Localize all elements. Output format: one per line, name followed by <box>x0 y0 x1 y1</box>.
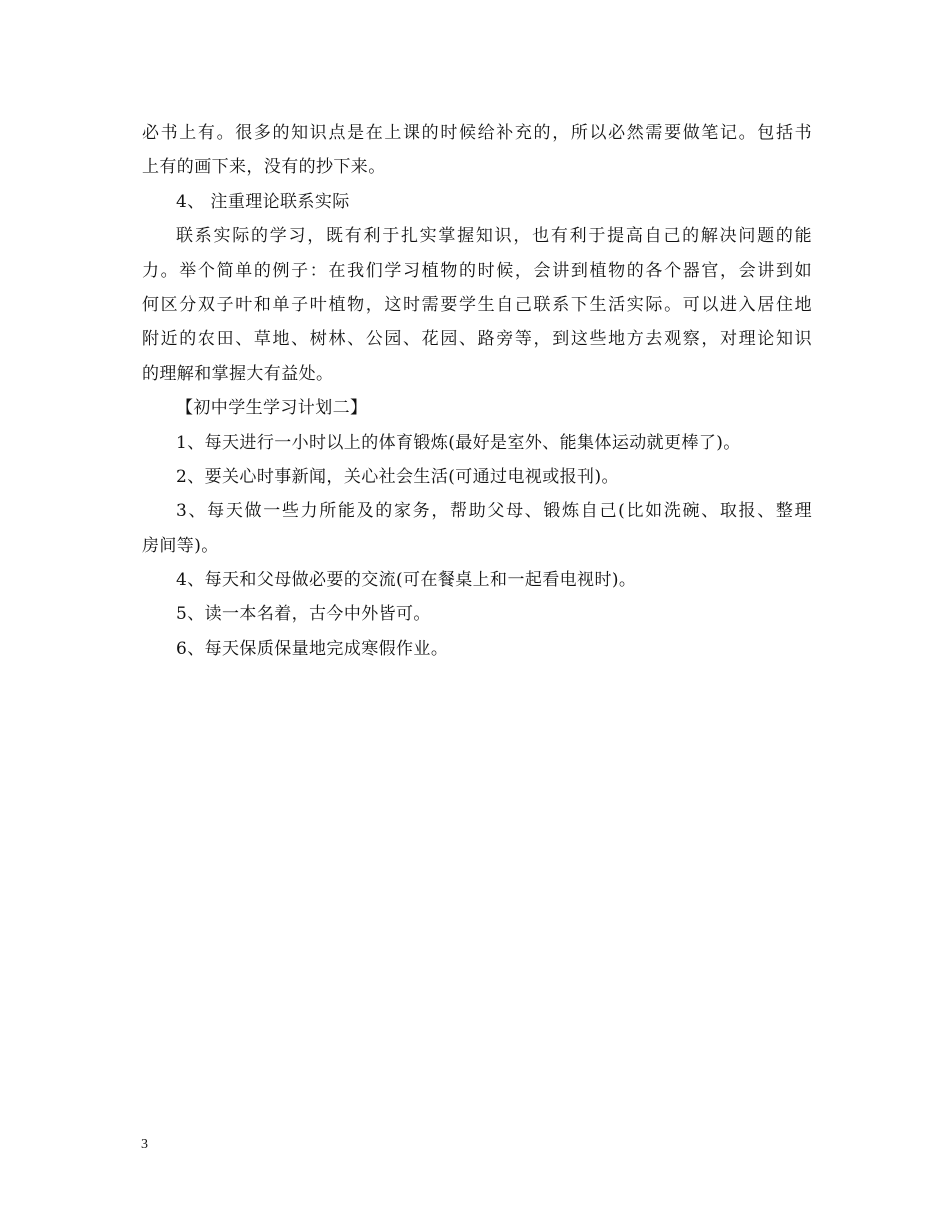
plan-heading: 【初中学生学习计划二】 <box>176 398 368 419</box>
text-line: 的理解和掌握大有益处。 <box>142 363 334 384</box>
text-line: 联系实际的学习，既有利于扎实掌握知识，也有利于提高自己的解决问题的能 <box>176 226 812 247</box>
list-item: 3、每天做一些力所能及的家务，帮助父母、锻炼自己(比如洗碗、取报、整理 <box>176 501 812 522</box>
text-line: 何区分双子叶和单子叶植物，这时需要学生自己联系下生活实际。可以进入居住地 <box>142 294 812 315</box>
list-item: 6、每天保质保量地完成寒假作业。 <box>176 638 449 659</box>
text-line: 附近的农田、草地、树林、公园、花园、路旁等，到这些地方去观察，对理论知识 <box>142 329 812 350</box>
list-item: 1、每天进行一小时以上的体育锻炼(最好是室外、能集体运动就更棒了)。 <box>176 432 741 453</box>
text-line: 上有的画下来，没有的抄下来。 <box>142 157 386 178</box>
list-item: 2、要关心时事新闻，关心社会生活(可通过电视或报刊)。 <box>176 466 619 487</box>
list-item: 4、每天和父母做必要的交流(可在餐桌上和一起看电视时)。 <box>176 570 637 591</box>
text-line: 必书上有。很多的知识点是在上课的时候给补充的，所以必然需要做笔记。包括书 <box>142 123 812 143</box>
list-item: 5、读一本名着，古今中外皆可。 <box>176 604 431 625</box>
section-heading: 4、 注重理论联系实际 <box>176 191 350 212</box>
list-item-continuation: 房间等)。 <box>142 535 219 556</box>
page-number: 3 <box>141 1137 148 1152</box>
text-line: 力。举个简单的例子：在我们学习植物的时候，会讲到植物的各个器官，会讲到如 <box>142 260 812 281</box>
document-body <box>142 116 812 666</box>
